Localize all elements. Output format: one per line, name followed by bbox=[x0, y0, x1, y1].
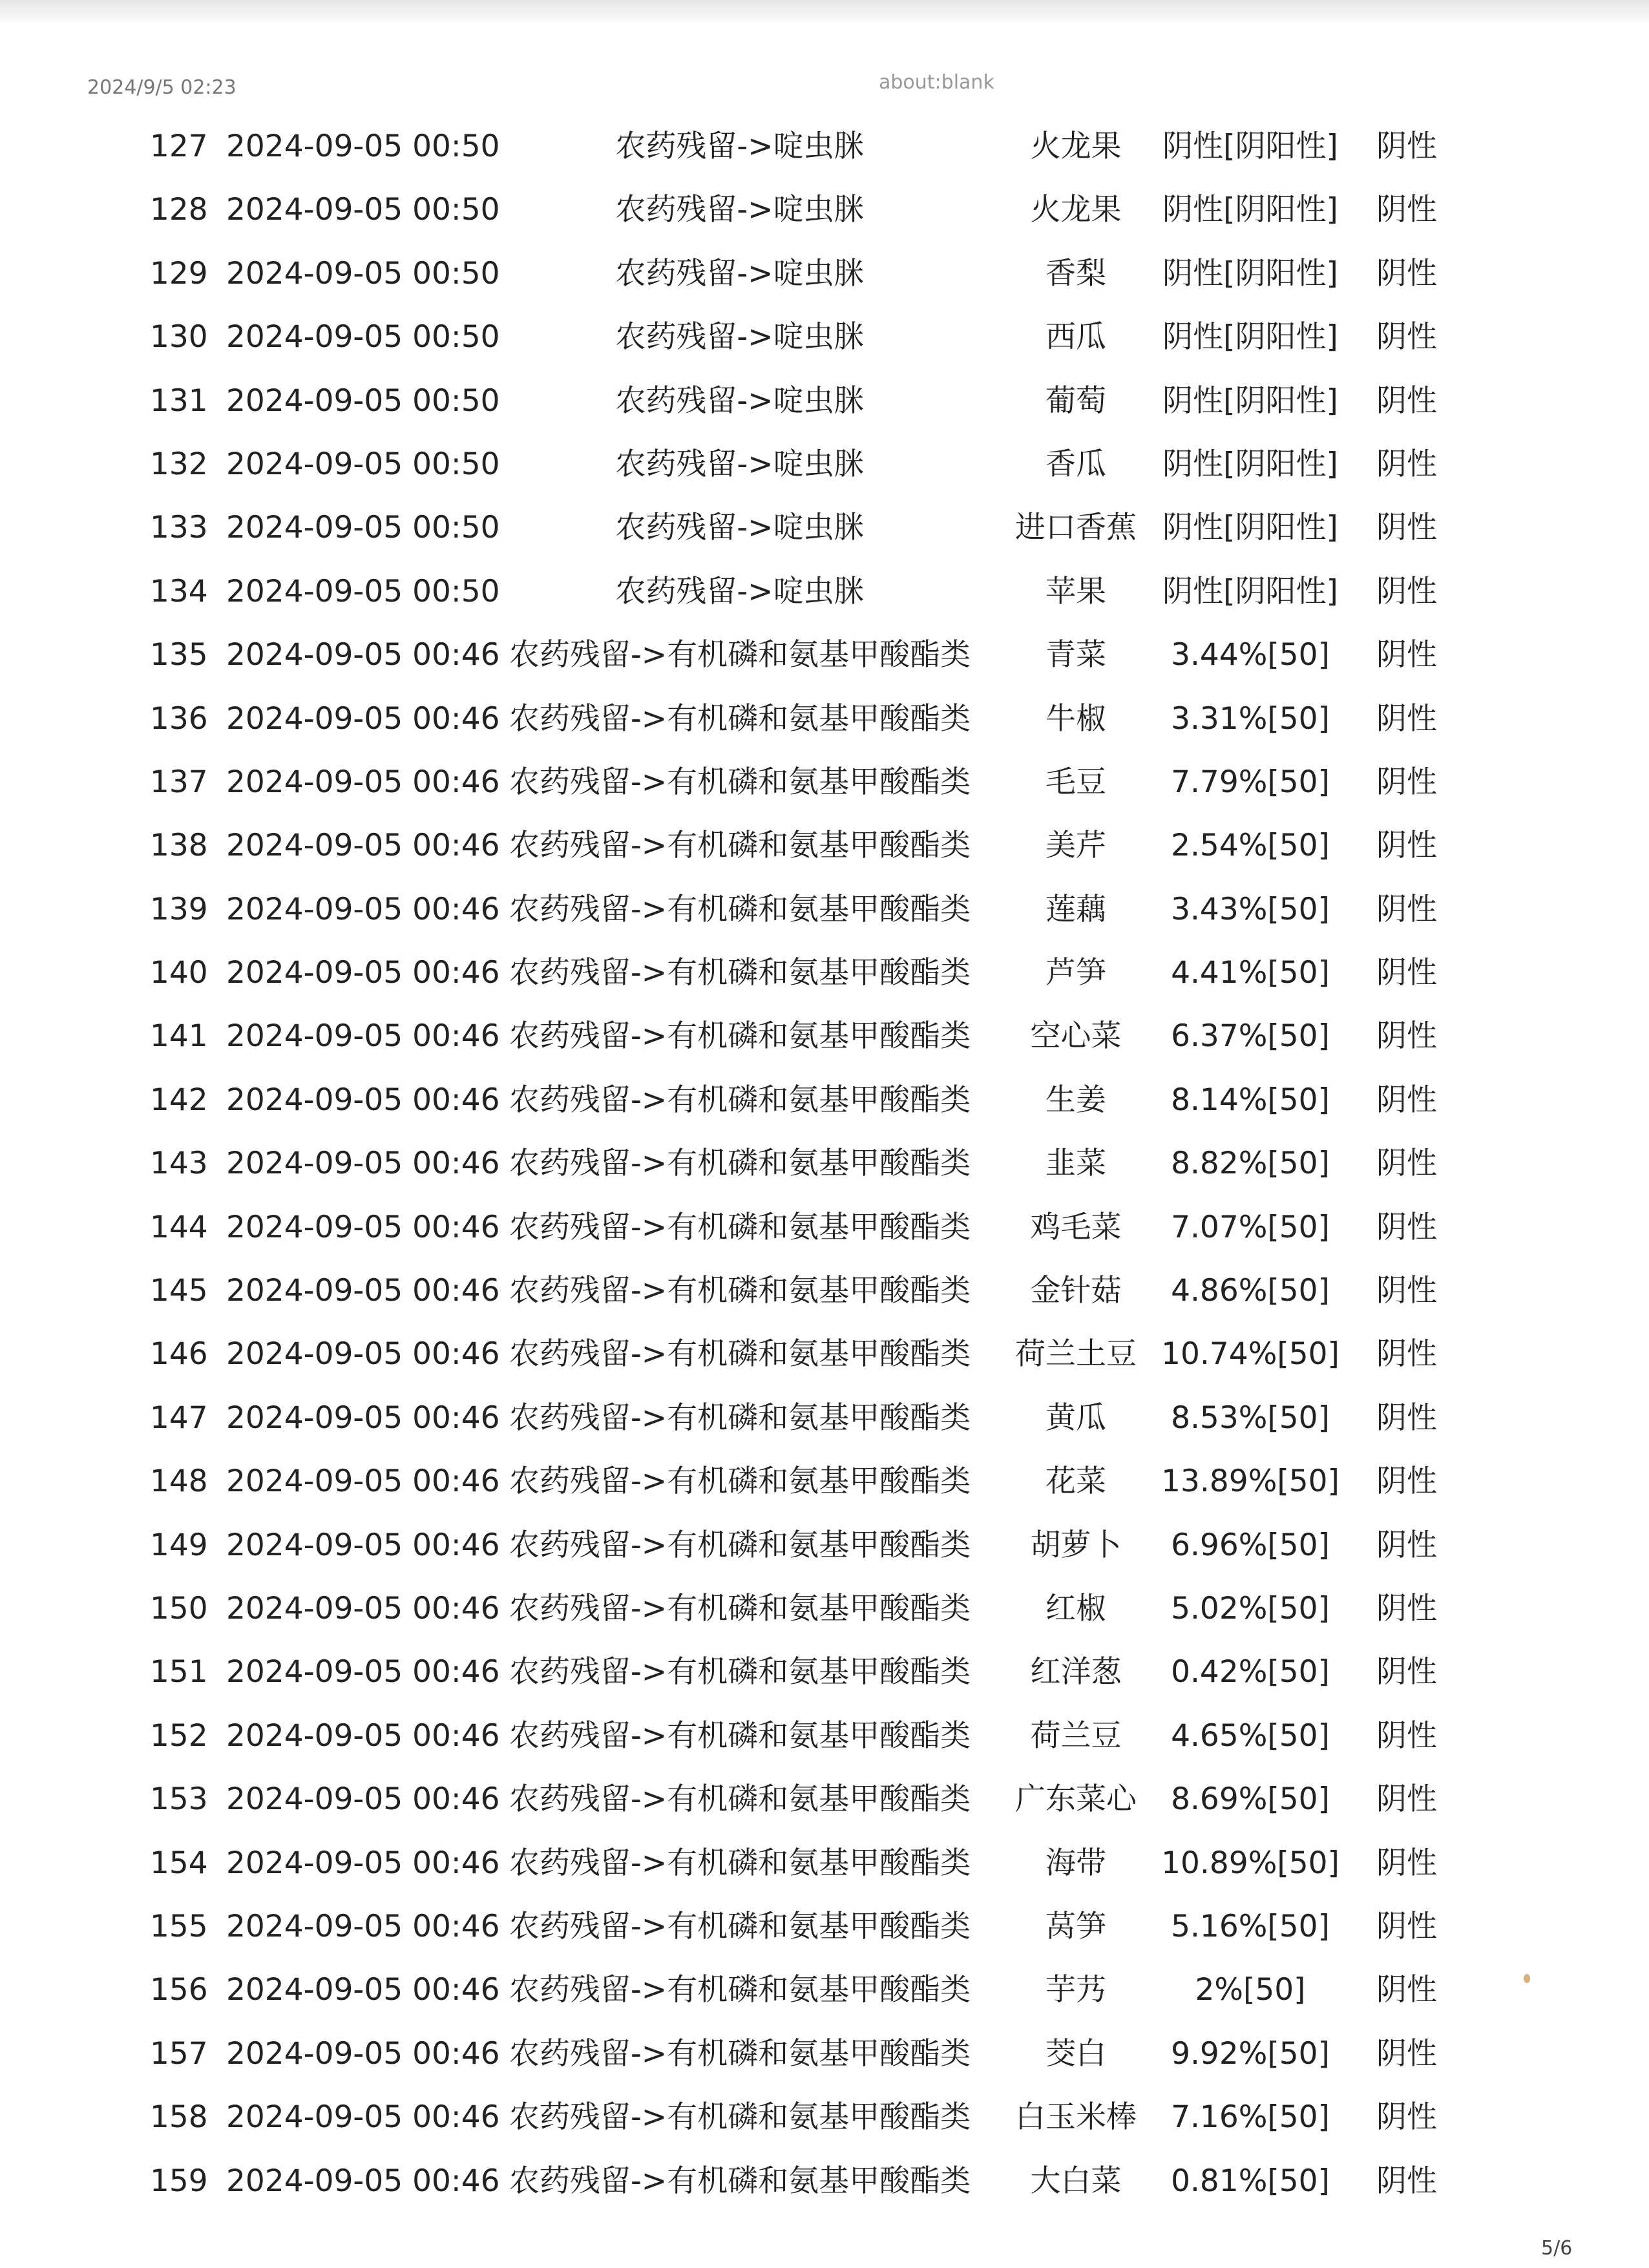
row-result: 阴性 bbox=[1376, 2163, 1437, 2199]
row-number: 133 bbox=[150, 510, 208, 546]
table-row bbox=[0, 1196, 1649, 1259]
table-row bbox=[0, 1069, 1649, 1132]
table-row bbox=[0, 878, 1649, 941]
row-measured-value: 阴性[阴阳性] bbox=[1162, 192, 1338, 228]
row-test-item: 农药残留->有机磷和氨基甲酸酯类 bbox=[509, 1717, 971, 1754]
row-time: 2024-09-05 00:46 bbox=[226, 1336, 500, 1372]
row-sample-name: 红椒 bbox=[1045, 1590, 1106, 1626]
row-measured-value: 阴性[阴阳性] bbox=[1162, 383, 1338, 419]
row-time: 2024-09-05 00:46 bbox=[226, 1654, 500, 1690]
row-number: 135 bbox=[150, 637, 208, 673]
row-test-item: 农药残留->有机磷和氨基甲酸酯类 bbox=[509, 1845, 971, 1881]
row-test-item: 农药残留->有机磷和氨基甲酸酯类 bbox=[509, 1972, 971, 2008]
row-sample-name: 茭白 bbox=[1045, 2035, 1106, 2072]
row-sample-name: 海带 bbox=[1045, 1845, 1106, 1881]
row-test-item: 农药残留->有机磷和氨基甲酸酯类 bbox=[509, 1273, 971, 1309]
row-test-item: 农药残留->有机磷和氨基甲酸酯类 bbox=[509, 1527, 971, 1563]
table-row bbox=[0, 814, 1649, 877]
row-sample-name: 芋艿 bbox=[1045, 1972, 1106, 2008]
row-time: 2024-09-05 00:50 bbox=[226, 573, 500, 609]
row-number: 139 bbox=[150, 891, 208, 927]
table-row bbox=[0, 2022, 1649, 2086]
row-time: 2024-09-05 00:46 bbox=[226, 637, 500, 673]
row-test-item: 农药残留->有机磷和氨基甲酸酯类 bbox=[509, 1336, 971, 1372]
row-number: 153 bbox=[150, 1781, 208, 1818]
row-result: 阴性 bbox=[1376, 1590, 1437, 1626]
row-number: 129 bbox=[150, 255, 208, 291]
table-row bbox=[0, 370, 1649, 433]
row-sample-name: 金针菇 bbox=[1030, 1273, 1122, 1309]
row-test-item: 农药残留->有机磷和氨基甲酸酯类 bbox=[509, 2035, 971, 2072]
row-result: 阴性 bbox=[1376, 1082, 1437, 1118]
row-measured-value: 13.89%[50] bbox=[1161, 1464, 1339, 1500]
row-measured-value: 5.02%[50] bbox=[1171, 1590, 1330, 1626]
table-row bbox=[0, 560, 1649, 624]
row-sample-name: 苹果 bbox=[1045, 573, 1106, 609]
row-number: 146 bbox=[150, 1336, 208, 1372]
row-measured-value: 阴性[阴阳性] bbox=[1162, 129, 1338, 164]
table-row bbox=[0, 1895, 1649, 1958]
row-measured-value: 4.65%[50] bbox=[1171, 1717, 1330, 1754]
row-sample-name: 进口香蕉 bbox=[1015, 510, 1137, 546]
row-time: 2024-09-05 00:46 bbox=[226, 1972, 500, 2008]
row-number: 131 bbox=[150, 383, 208, 419]
row-time: 2024-09-05 00:46 bbox=[226, 1273, 500, 1309]
table-row bbox=[0, 688, 1649, 751]
table-row bbox=[0, 1958, 1649, 2022]
row-result: 阴性 bbox=[1376, 255, 1437, 291]
print-date: 2024/9/5 02:23 bbox=[87, 76, 236, 99]
table-row bbox=[0, 242, 1649, 306]
row-sample-name: 广东菜心 bbox=[1015, 1781, 1137, 1818]
row-number: 141 bbox=[150, 1018, 208, 1055]
row-time: 2024-09-05 00:50 bbox=[226, 319, 500, 355]
row-measured-value: 10.89%[50] bbox=[1161, 1845, 1339, 1881]
row-measured-value: 3.43%[50] bbox=[1171, 891, 1330, 927]
row-measured-value: 7.07%[50] bbox=[1171, 1209, 1330, 1245]
row-test-item: 农药残留->有机磷和氨基甲酸酯类 bbox=[509, 764, 971, 800]
row-sample-name: 青菜 bbox=[1045, 637, 1106, 673]
table-row bbox=[0, 1323, 1649, 1386]
row-time: 2024-09-05 00:46 bbox=[226, 1717, 500, 1754]
row-result: 阴性 bbox=[1376, 764, 1437, 800]
row-sample-name: 莲藕 bbox=[1045, 891, 1106, 927]
row-time: 2024-09-05 00:46 bbox=[226, 2099, 500, 2136]
row-time: 2024-09-05 00:46 bbox=[226, 1400, 500, 1436]
row-sample-name: 大白菜 bbox=[1030, 2163, 1122, 2199]
row-test-item: 农药残留->有机磷和氨基甲酸酯类 bbox=[509, 1654, 971, 1690]
row-test-item: 农药残留->有机磷和氨基甲酸酯类 bbox=[509, 891, 971, 927]
row-sample-name: 香梨 bbox=[1045, 255, 1106, 291]
row-sample-name: 芦笋 bbox=[1045, 955, 1106, 991]
row-measured-value: 阴性[阴阳性] bbox=[1162, 573, 1338, 609]
row-result: 阴性 bbox=[1376, 955, 1437, 991]
table-row bbox=[0, 1450, 1649, 1513]
row-sample-name: 葡萄 bbox=[1045, 383, 1106, 419]
row-test-item: 农药残留->有机磷和氨基甲酸酯类 bbox=[509, 1082, 971, 1118]
row-measured-value: 4.41%[50] bbox=[1171, 955, 1330, 991]
row-result: 阴性 bbox=[1376, 1527, 1437, 1563]
page-number: 5/6 bbox=[1541, 2237, 1573, 2260]
row-result: 阴性 bbox=[1376, 1972, 1437, 2008]
row-measured-value: 8.69%[50] bbox=[1171, 1781, 1330, 1818]
row-test-item: 农药残留->啶虫脒 bbox=[615, 510, 865, 546]
row-result: 阴性 bbox=[1376, 637, 1437, 673]
row-time: 2024-09-05 00:50 bbox=[226, 383, 500, 419]
row-result: 阴性 bbox=[1376, 1464, 1437, 1500]
row-number: 147 bbox=[150, 1400, 208, 1436]
row-result: 阴性 bbox=[1376, 383, 1437, 419]
row-test-item: 农药残留->有机磷和氨基甲酸酯类 bbox=[509, 1400, 971, 1436]
table-row bbox=[0, 1768, 1649, 1831]
row-sample-name: 韭菜 bbox=[1045, 1146, 1106, 1182]
row-number: 155 bbox=[150, 1908, 208, 1944]
row-result: 阴性 bbox=[1376, 319, 1437, 355]
row-measured-value: 5.16%[50] bbox=[1171, 1908, 1330, 1944]
row-test-item: 农药残留->啶虫脒 bbox=[615, 573, 865, 609]
row-time: 2024-09-05 00:46 bbox=[226, 1146, 500, 1182]
row-number: 152 bbox=[150, 1717, 208, 1754]
scan-speck bbox=[1524, 1974, 1530, 1983]
row-result: 阴性 bbox=[1376, 1209, 1437, 1245]
row-result: 阴性 bbox=[1376, 1273, 1437, 1309]
row-number: 138 bbox=[150, 828, 208, 864]
row-measured-value: 8.53%[50] bbox=[1171, 1400, 1330, 1436]
row-measured-value: 0.81%[50] bbox=[1171, 2163, 1330, 2199]
table-row bbox=[0, 624, 1649, 687]
row-number: 156 bbox=[150, 1972, 208, 2008]
row-measured-value: 阴性[阴阳性] bbox=[1162, 446, 1338, 482]
row-sample-name: 火龙果 bbox=[1030, 129, 1122, 164]
row-result: 阴性 bbox=[1376, 573, 1437, 609]
row-time: 2024-09-05 00:46 bbox=[226, 1527, 500, 1563]
table-row bbox=[0, 1577, 1649, 1641]
row-result: 阴性 bbox=[1376, 1717, 1437, 1754]
row-time: 2024-09-05 00:46 bbox=[226, 828, 500, 864]
table-row bbox=[0, 1641, 1649, 1704]
row-time: 2024-09-05 00:50 bbox=[226, 510, 500, 546]
row-test-item: 农药残留->有机磷和氨基甲酸酯类 bbox=[509, 1781, 971, 1818]
row-number: 140 bbox=[150, 955, 208, 991]
row-measured-value: 8.14%[50] bbox=[1171, 1082, 1330, 1118]
row-result: 阴性 bbox=[1376, 510, 1437, 546]
row-number: 130 bbox=[150, 319, 208, 355]
row-measured-value: 6.37%[50] bbox=[1171, 1018, 1330, 1055]
row-sample-name: 白玉米棒 bbox=[1015, 2099, 1137, 2136]
row-time: 2024-09-05 00:46 bbox=[226, 1590, 500, 1626]
row-test-item: 农药残留->有机磷和氨基甲酸酯类 bbox=[509, 700, 971, 737]
row-time: 2024-09-05 00:46 bbox=[226, 1209, 500, 1245]
row-result: 阴性 bbox=[1376, 2035, 1437, 2072]
row-sample-name: 莴笋 bbox=[1045, 1908, 1106, 1944]
row-time: 2024-09-05 00:46 bbox=[226, 764, 500, 800]
row-time: 2024-09-05 00:46 bbox=[226, 700, 500, 737]
row-number: 144 bbox=[150, 1209, 208, 1245]
row-measured-value: 阴性[阴阳性] bbox=[1162, 510, 1338, 546]
row-measured-value: 7.79%[50] bbox=[1171, 764, 1330, 800]
table-row bbox=[0, 115, 1649, 178]
row-measured-value: 阴性[阴阳性] bbox=[1162, 319, 1338, 355]
row-number: 142 bbox=[150, 1082, 208, 1118]
row-sample-name: 美芹 bbox=[1045, 828, 1106, 864]
row-time: 2024-09-05 00:46 bbox=[226, 1781, 500, 1818]
row-result: 阴性 bbox=[1376, 1908, 1437, 1944]
row-measured-value: 7.16%[50] bbox=[1171, 2099, 1330, 2136]
row-measured-value: 3.31%[50] bbox=[1171, 700, 1330, 737]
row-time: 2024-09-05 00:46 bbox=[226, 2163, 500, 2199]
row-number: 128 bbox=[150, 192, 208, 228]
row-measured-value: 3.44%[50] bbox=[1171, 637, 1330, 673]
table-row bbox=[0, 2150, 1649, 2213]
row-time: 2024-09-05 00:50 bbox=[226, 446, 500, 482]
row-sample-name: 空心菜 bbox=[1030, 1018, 1122, 1055]
row-number: 132 bbox=[150, 446, 208, 482]
row-test-item: 农药残留->啶虫脒 bbox=[615, 192, 865, 228]
row-result: 阴性 bbox=[1376, 1845, 1437, 1881]
row-time: 2024-09-05 00:46 bbox=[226, 2035, 500, 2072]
results-table bbox=[0, 115, 1649, 2213]
row-result: 阴性 bbox=[1376, 1654, 1437, 1690]
table-row bbox=[0, 496, 1649, 560]
row-time: 2024-09-05 00:46 bbox=[226, 1908, 500, 1944]
row-time: 2024-09-05 00:50 bbox=[226, 255, 500, 291]
row-number: 148 bbox=[150, 1464, 208, 1500]
row-number: 145 bbox=[150, 1273, 208, 1309]
table-row bbox=[0, 1005, 1649, 1068]
table-row bbox=[0, 433, 1649, 496]
row-sample-name: 胡萝卜 bbox=[1030, 1527, 1122, 1563]
row-test-item: 农药残留->有机磷和氨基甲酸酯类 bbox=[509, 637, 971, 673]
row-number: 150 bbox=[150, 1590, 208, 1626]
row-result: 阴性 bbox=[1376, 129, 1437, 164]
row-test-item: 农药残留->啶虫脒 bbox=[615, 129, 865, 164]
row-test-item: 农药残留->有机磷和氨基甲酸酯类 bbox=[509, 2163, 971, 2199]
row-result: 阴性 bbox=[1376, 1146, 1437, 1182]
row-sample-name: 荷兰土豆 bbox=[1015, 1336, 1137, 1372]
row-sample-name: 花菜 bbox=[1045, 1464, 1106, 1500]
row-result: 阴性 bbox=[1376, 700, 1437, 737]
row-number: 158 bbox=[150, 2099, 208, 2136]
row-number: 136 bbox=[150, 700, 208, 737]
row-time: 2024-09-05 00:46 bbox=[226, 891, 500, 927]
row-sample-name: 香瓜 bbox=[1045, 446, 1106, 482]
row-measured-value: 10.74%[50] bbox=[1161, 1336, 1339, 1372]
table-row bbox=[0, 2086, 1649, 2149]
row-sample-name: 西瓜 bbox=[1045, 319, 1106, 355]
row-result: 阴性 bbox=[1376, 2099, 1437, 2136]
row-sample-name: 生姜 bbox=[1045, 1082, 1106, 1118]
row-measured-value: 0.42%[50] bbox=[1171, 1654, 1330, 1690]
row-sample-name: 荷兰豆 bbox=[1030, 1717, 1122, 1754]
row-result: 阴性 bbox=[1376, 891, 1437, 927]
row-measured-value: 6.96%[50] bbox=[1171, 1527, 1330, 1563]
row-sample-name: 黄瓜 bbox=[1045, 1400, 1106, 1436]
row-test-item: 农药残留->啶虫脒 bbox=[615, 446, 865, 482]
row-number: 134 bbox=[150, 573, 208, 609]
row-sample-name: 牛椒 bbox=[1045, 700, 1106, 737]
table-row bbox=[0, 178, 1649, 242]
row-measured-value: 2%[50] bbox=[1195, 1972, 1306, 2008]
row-test-item: 农药残留->有机磷和氨基甲酸酯类 bbox=[509, 955, 971, 991]
row-result: 阴性 bbox=[1376, 828, 1437, 864]
row-measured-value: 阴性[阴阳性] bbox=[1162, 255, 1338, 291]
row-result: 阴性 bbox=[1376, 1781, 1437, 1818]
row-time: 2024-09-05 00:46 bbox=[226, 1464, 500, 1500]
row-number: 143 bbox=[150, 1146, 208, 1182]
row-number: 159 bbox=[150, 2163, 208, 2199]
row-test-item: 农药残留->有机磷和氨基甲酸酯类 bbox=[509, 1908, 971, 1944]
row-measured-value: 2.54%[50] bbox=[1171, 828, 1330, 864]
table-row bbox=[0, 1387, 1649, 1450]
row-result: 阴性 bbox=[1376, 446, 1437, 482]
row-test-item: 农药残留->有机磷和氨基甲酸酯类 bbox=[509, 1146, 971, 1182]
row-test-item: 农药残留->有机磷和氨基甲酸酯类 bbox=[509, 1464, 971, 1500]
row-sample-name: 鸡毛菜 bbox=[1030, 1209, 1122, 1245]
row-test-item: 农药残留->啶虫脒 bbox=[615, 383, 865, 419]
row-measured-value: 4.86%[50] bbox=[1171, 1273, 1330, 1309]
row-time: 2024-09-05 00:46 bbox=[226, 1082, 500, 1118]
row-sample-name: 火龙果 bbox=[1030, 192, 1122, 228]
table-row bbox=[0, 306, 1649, 369]
row-test-item: 农药残留->有机磷和氨基甲酸酯类 bbox=[509, 2099, 971, 2136]
scan-edge bbox=[0, 0, 1649, 26]
row-test-item: 农药残留->啶虫脒 bbox=[615, 255, 865, 291]
row-test-item: 农药残留->有机磷和氨基甲酸酯类 bbox=[509, 828, 971, 864]
row-number: 137 bbox=[150, 764, 208, 800]
row-result: 阴性 bbox=[1376, 192, 1437, 228]
row-test-item: 农药残留->有机磷和氨基甲酸酯类 bbox=[509, 1018, 971, 1055]
table-row bbox=[0, 1832, 1649, 1895]
row-sample-name: 毛豆 bbox=[1045, 764, 1106, 800]
row-test-item: 农药残留->有机磷和氨基甲酸酯类 bbox=[509, 1209, 971, 1245]
row-time: 2024-09-05 00:50 bbox=[226, 129, 500, 164]
row-result: 阴性 bbox=[1376, 1336, 1437, 1372]
row-time: 2024-09-05 00:50 bbox=[226, 192, 500, 228]
table-row bbox=[0, 1132, 1649, 1195]
row-number: 151 bbox=[150, 1654, 208, 1690]
print-url: about:blank bbox=[879, 71, 994, 94]
table-row bbox=[0, 1514, 1649, 1577]
row-test-item: 农药残留->有机磷和氨基甲酸酯类 bbox=[509, 1590, 971, 1626]
row-number: 157 bbox=[150, 2035, 208, 2072]
row-number: 127 bbox=[150, 129, 208, 164]
table-row bbox=[0, 1259, 1649, 1323]
table-row bbox=[0, 1705, 1649, 1768]
row-number: 149 bbox=[150, 1527, 208, 1563]
row-time: 2024-09-05 00:46 bbox=[226, 955, 500, 991]
row-result: 阴性 bbox=[1376, 1018, 1437, 1055]
row-measured-value: 8.82%[50] bbox=[1171, 1146, 1330, 1182]
row-measured-value: 9.92%[50] bbox=[1171, 2035, 1330, 2072]
table-row bbox=[0, 941, 1649, 1005]
row-time: 2024-09-05 00:46 bbox=[226, 1845, 500, 1881]
row-number: 154 bbox=[150, 1845, 208, 1881]
row-test-item: 农药残留->啶虫脒 bbox=[615, 319, 865, 355]
row-time: 2024-09-05 00:46 bbox=[226, 1018, 500, 1055]
table-row bbox=[0, 751, 1649, 814]
row-sample-name: 红洋葱 bbox=[1030, 1654, 1122, 1690]
row-result: 阴性 bbox=[1376, 1400, 1437, 1436]
